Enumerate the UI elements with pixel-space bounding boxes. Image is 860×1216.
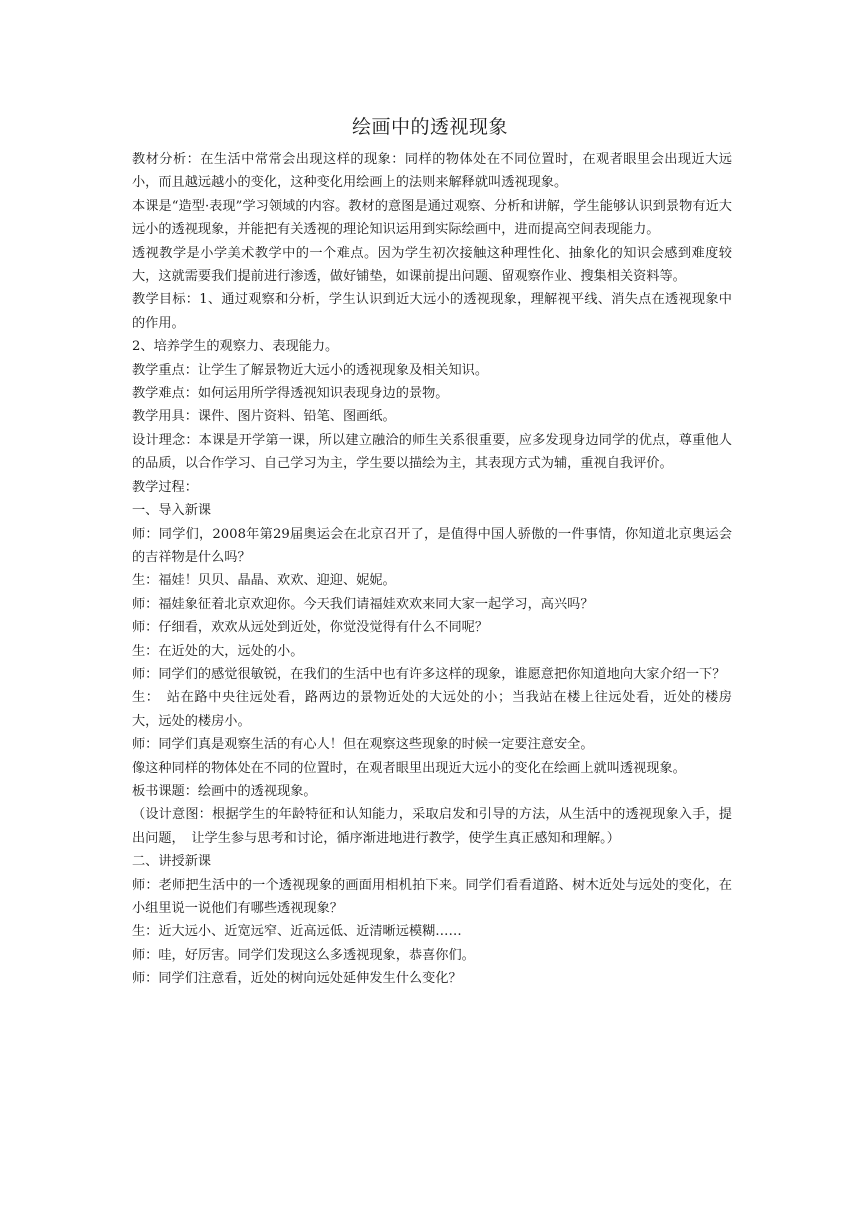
dialogue-line: 师：仔细看，欢欢从远处到近处，你觉没觉得有什么不同呢？ [132,620,489,636]
dialogue-line: 师：同学们的感觉很敏锐，在我们的生活中也有许多这样的现象，谁愿意把你知道地向大家介绍一下？ [132,666,726,682]
paragraph-material-analysis: 教材分析：在生活中常常会出现这样的现象：同样的物体处在不同位置时，在观者眼里会出现近大远小，而且越远越小的变化，这种变化用绘画上的法则来解释就叫透视现象。 [132,152,732,191]
paragraph-teaching-difficulty-note: 透视教学是小学美术教学中的一个难点。因为学生初次接触这种理性化、抽象化的知识会感到难度较大，这就需要我们提前进行渗透，做好铺垫，如课前提出问题、留观察作业、搜集相关资料等。 [132,245,732,285]
dialogue-line: 师：老师把生活中的一个透视现象的画面用相机拍下来。同学们看看道路、树木近处与远处的变化，在小组里说一说他们有哪些透视现象？ [132,877,732,916]
paragraph-lesson-intro: 本课是“造型·表现”学习领域的内容。教材的意图是通过观察、分析和讲解，学生能够认识到景物有近大远小的透视现象，并能把有关透视的理论知识运用到实际绘画中，进而提高空间表现能力。 [132,198,732,238]
document-title: 绘画中的透视现象 [351,116,508,138]
section-heading-intro: 一、导入新课 [132,503,212,519]
paragraph-perspective-definition: 像这种同样的物体处在不同的位置时，在观者眼里出现近大远小的变化在绘画上就叫透视现象。 [132,760,686,776]
paragraph-design-concept: 设计理念：本课是开学第一课，所以建立融洽的师生关系很重要，应多发现身边同学的优点，尊重他人的品质，以合作学习、自己学习为主，学生要以描绘为主，其表现方式为辅，重视自我评价。 [132,432,732,472]
dialogue-line: 生：近大远小、近宽远窄、近高远低、近清晰远模糊…… [132,924,462,940]
paragraph-teaching-goal-1: 教学目标：1、通过观察和分析，学生认识到近大远小的透视现象，理解视平线、消失点在透视现象中的作用。 [132,292,732,331]
paragraph-key-point: 教学重点：让学生了解景物近大远小的透视现象及相关知识。 [132,362,489,378]
dialogue-line: 师：同学们注意看，近处的树向远处延伸发生什么变化？ [132,971,462,987]
document-body [132,148,732,991]
dialogue-line: 师：福娃象征着北京欢迎你。今天我们请福娃欢欢来同大家一起学习，高兴吗？ [132,596,594,612]
paragraph-teaching-goal-2: 2、培养学生的观察力、表现能力。 [132,339,339,355]
paragraph-process-heading: 教学过程： [132,479,198,495]
section-heading-new-lesson: 二、讲授新课 [132,854,212,870]
paragraph-teaching-tools: 教学用具：课件、图片资料、铅笔、图画纸。 [132,409,396,425]
dialogue-line: 生：福娃！贝贝、晶晶、欢欢、迎迎、妮妮。 [132,573,396,589]
dialogue-line: 师：同学们，2008年第29届奥运会在北京召开了，是值得中国人骄傲的一件事情，你知道北京奥运会的吉祥物是什么吗？ [132,526,732,565]
paragraph-design-intent: （设计意图：根据学生的年龄特征和认知能力，采取启发和引导的方法，从生活中的透视现象入手，提出问题， 让学生参与思考和讨论，循序渐进地进行教学，使学生真正感知和理解。） [132,807,732,846]
dialogue-line: 生： 站在路中央往远处看，路两边的景物近处的大远处的小；当我站在楼上往远处看，近处的楼房大，远处的楼房小。 [132,690,732,729]
dialogue-line: 师：哇，好厉害。同学们发现这么多透视现象，恭喜你们。 [132,947,475,963]
paragraph-difficult-point: 教学难点：如何运用所学得透视知识表现身边的景物。 [132,386,449,402]
dialogue-line: 生：在近处的大，远处的小。 [132,643,304,659]
paragraph-board-title: 板书课题：绘画中的透视现象。 [132,783,317,799]
dialogue-line: 师：同学们真是观察生活的有心人！但在观察这些现象的时候一定要注意安全。 [132,737,594,753]
